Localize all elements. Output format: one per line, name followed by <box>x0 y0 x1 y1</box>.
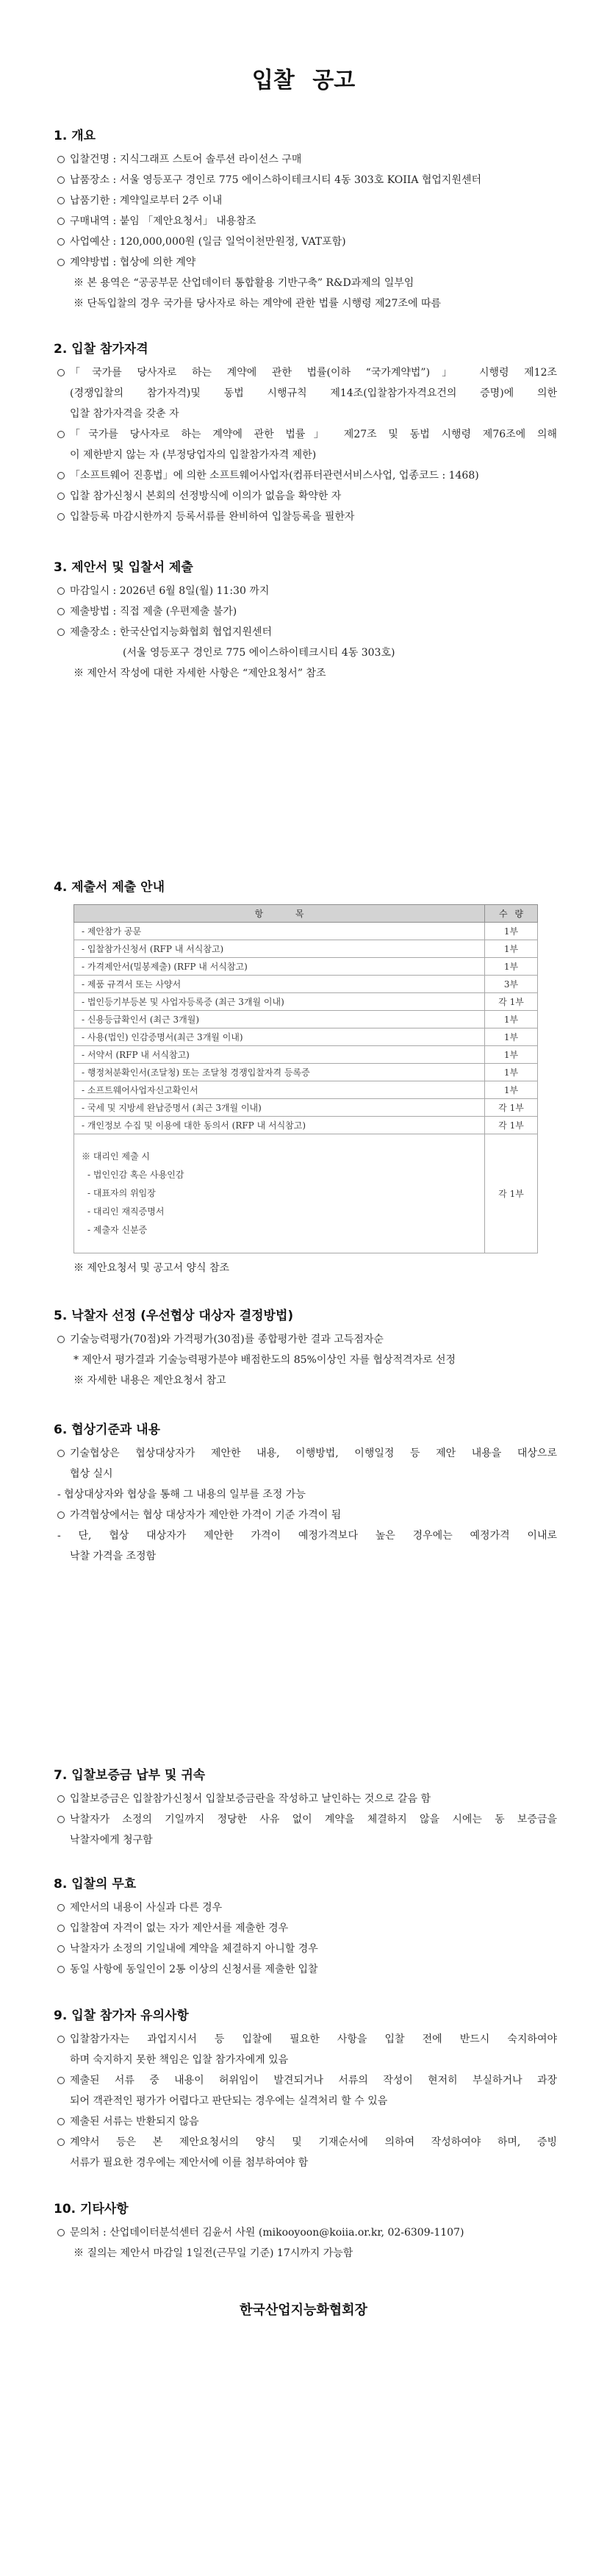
eligibility-item <box>54 465 557 486</box>
table-row <box>74 1117 538 1134</box>
caution-item <box>54 2111 557 2132</box>
section-submission <box>54 560 557 684</box>
invalid-item <box>54 1918 557 1939</box>
table-row <box>74 1011 538 1028</box>
document-name: - 개인정보 수집 및 이용에 대한 동의서 (RFP 내 서식참고) <box>74 1117 485 1134</box>
overview-note: ※ 본 용역은 “공공부문 산업데이터 통합활용 기반구축” R&D과제의 일부임 <box>73 277 414 289</box>
bullet-circle-icon <box>57 1450 65 1457</box>
item-line: 입찰참가자는 과업지시서 등 입찰에 필요한 사항을 입찰 전에 반드시 숙지하여야 <box>70 2033 557 2045</box>
contact-item <box>54 2222 557 2243</box>
document-quantity: 1부 <box>485 1046 538 1064</box>
item-text: 입찰보증금은 입찰참가신청서 입찰보증금란을 작성하고 날인하는 것으로 갈음 함 <box>70 1793 431 1805</box>
document-quantity: 1부 <box>485 940 538 958</box>
table-row-agent <box>74 1134 538 1253</box>
item-text: 납품장소 : 서울 영등포구 경인로 775 에이스하이테크시티 4동 303호 KOIIA 협업지원센터 <box>70 174 482 186</box>
item-text: 마감일시 : 2026년 6월 8일(월) 11:30 까지 <box>70 585 270 597</box>
section-heading: 5. 낙찰자 선정 (우선협상 대상자 결정방법) <box>54 1309 294 1323</box>
item-text: 「소프트웨어 진흥법」에 의한 소프트웨어사업자(컴퓨터관련서비스사업, 업종코드 : 1468) <box>70 470 479 482</box>
section-heading: 3. 제안서 및 입찰서 제출 <box>54 560 193 575</box>
document-name: - 사용(법인) 인감증명서(최근 3개월 이내) <box>74 1028 485 1046</box>
overview-item <box>54 149 557 170</box>
selection-note: * 제안서 평가결과 기술능력평가분야 배점한도의 85%이상인 자를 협상적격자로 선정 <box>73 1354 456 1366</box>
bullet-circle-icon <box>57 1945 65 1953</box>
document-quantity: 각 1부 <box>485 993 538 1011</box>
document-quantity: 각 1부 <box>485 1117 538 1134</box>
item-text: 입찰등록 마감시한까지 등록서류를 완비하여 입찰등록을 필한자 <box>70 511 355 523</box>
agent-document: - 법인인감 혹은 사용인감 <box>87 1170 184 1180</box>
item-line: 이 제한받지 않는 자 (부정당업자의 입찰참가자격 제한) <box>70 449 317 461</box>
item-text: 입찰건명 : 지식그래프 스토어 솔루션 라이선스 구매 <box>70 154 302 165</box>
item-line: 되어 객관적인 평가가 어렵다고 판단되는 경우에는 실격처리 할 수 있음 <box>70 2095 388 2107</box>
negotiation-subitem <box>54 1525 557 1567</box>
table-row <box>74 1064 538 1081</box>
section-heading: 1. 개요 <box>54 129 96 143</box>
bullet-circle-icon <box>57 1904 65 1911</box>
section-invalid-bids <box>54 1877 557 1980</box>
section-eligibility <box>54 342 557 527</box>
item-text: 제출된 서류는 반환되지 않음 <box>70 2116 199 2128</box>
section-overview <box>54 129 557 314</box>
selection-note: ※ 자세한 내용은 제안요청서 참고 <box>73 1375 226 1387</box>
item-line: 하며 숙지하지 못한 책임은 입찰 참가자에게 있음 <box>70 2054 289 2066</box>
agent-title: ※ 대리인 제출 시 <box>82 1151 150 1162</box>
bullet-circle-icon <box>57 1966 65 1973</box>
eligibility-item <box>54 424 557 465</box>
document-quantity: 각 1부 <box>485 1134 538 1253</box>
invalid-item <box>54 1897 557 1918</box>
bullet-circle-icon <box>57 2036 65 2043</box>
overview-note: ※ 단독입찰의 경우 국가를 당사자로 하는 계약에 관한 법률 시행령 제27조에 따름 <box>73 298 442 310</box>
documents-note: ※ 제안요청서 및 공고서 양식 참조 <box>73 1262 230 1274</box>
section-heading: 7. 입찰보증금 납부 및 귀속 <box>54 1768 206 1783</box>
invalid-item <box>54 1939 557 1959</box>
item-line: - 단, 협상 대상자가 제안한 가격이 예정가격보다 높은 경우에는 예정가격 이내로 <box>57 1530 557 1542</box>
overview-item <box>54 232 557 252</box>
bullet-circle-icon <box>57 2139 65 2146</box>
document-name: - 신용등급확인서 (최근 3개월) <box>74 1011 485 1028</box>
caution-item <box>54 2029 557 2070</box>
submission-note: ※ 제안서 작성에 대한 자세한 사항은 “제안요청서” 참조 <box>73 668 326 679</box>
document-quantity: 1부 <box>485 1064 538 1081</box>
caution-item <box>54 2132 557 2173</box>
eligibility-item <box>54 486 557 507</box>
item-line: 낙찰자가 소정의 기일까지 정당한 사유 없이 계약을 체결하지 않을 시에는 동 보증금을 <box>70 1814 557 1825</box>
agent-document: - 대표자의 위임장 <box>87 1188 156 1198</box>
table-row <box>74 958 538 976</box>
overview-item <box>54 190 557 211</box>
eligibility-item <box>54 507 557 527</box>
bullet-circle-icon <box>57 608 65 615</box>
item-line: 계약서 등은 본 제안요청서의 양식 및 기재순서에 의하여 작성하여야 하며, 증빙 <box>70 2136 557 2148</box>
table-header-row <box>74 905 538 923</box>
bullet-circle-icon <box>57 1336 65 1343</box>
item-text: 제출방법 : 직접 제출 (우편제출 불가) <box>70 606 237 618</box>
submission-item <box>54 601 557 622</box>
item-text: 구매내역 : 붙임 「제안요청서」 내용참조 <box>70 215 256 227</box>
item-line: 협상 실시 <box>70 1468 113 1480</box>
item-line: 낙찰자에게 청구함 <box>70 1834 153 1846</box>
overview-item <box>54 170 557 190</box>
document-name: - 제품 규격서 또는 사양서 <box>74 976 485 993</box>
document-name: - 서약서 (RFP 내 서식참고) <box>74 1046 485 1064</box>
document-name: - 소프트웨어사업자신고확인서 <box>74 1081 485 1099</box>
bond-item <box>54 1809 557 1850</box>
document-name: - 입찰참가신청서 (RFP 내 서식참고) <box>74 940 485 958</box>
document-name: - 제안참가 공문 <box>74 923 485 940</box>
bullet-circle-icon <box>57 493 65 500</box>
bullet-circle-icon <box>57 197 65 204</box>
document-quantity: 1부 <box>485 1028 538 1046</box>
agent-document: - 제출자 신분증 <box>87 1225 148 1235</box>
bullet-circle-icon <box>57 629 65 636</box>
item-line: 서류가 필요한 경우에는 제안서에 이를 첨부하여야 함 <box>70 2157 309 2169</box>
section-bid-bond <box>54 1768 557 1850</box>
bullet-circle-icon <box>57 513 65 520</box>
document-quantity: 1부 <box>485 923 538 940</box>
item-line: 기술협상은 협상대상자가 제안한 내용, 이행방법, 이행일정 등 제안 내용을 대상으로 <box>70 1448 557 1459</box>
table-row <box>74 1046 538 1064</box>
item-line: 제출된 서류 중 내용이 허위임이 발견되거나 서류의 작성이 현저히 부실하거나 과장 <box>70 2075 557 2086</box>
item-text: 입찰참여 자격이 없는 자가 제안서를 제출한 경우 <box>70 1922 289 1934</box>
negotiation-item <box>54 1443 557 1484</box>
table-row <box>74 1099 538 1117</box>
item-text: 제출장소 : 한국산업지능화협회 협업지원센터 <box>70 626 273 638</box>
overview-item <box>54 211 557 232</box>
column-header-item: 항 목 <box>74 905 485 923</box>
section-heading: 8. 입찰의 무효 <box>54 1877 137 1892</box>
item-line: (경쟁입찰의 참가자격)및 동법 시행규칙 제14조(입찰참가자격요건의 증명)에 의한 <box>70 387 557 399</box>
item-line: 「국가를 당사자로 하는 계약에 관한 법률(이하 “국가계약법”)」 시행령 제12조 <box>70 367 557 379</box>
table-row <box>74 993 538 1011</box>
item-text: 가격협상에서는 협상 대상자가 제안한 가격이 기준 가격이 됨 <box>70 1509 342 1521</box>
submission-item <box>54 581 557 601</box>
item-text: 사업예산 : 120,000,000원 (일금 일억이천만원정, VAT포함) <box>70 236 346 248</box>
table-row <box>74 1081 538 1099</box>
document-quantity: 1부 <box>485 1081 538 1099</box>
document-name: - 행정처분확인서(조달청) 또는 조달청 경쟁입찰자격 등록증 <box>74 1064 485 1081</box>
item-line: 낙찰 가격을 조정함 <box>70 1550 157 1562</box>
bullet-circle-icon <box>57 472 65 479</box>
bullet-circle-icon <box>57 259 65 266</box>
submission-address: (서울 영등포구 경인로 775 에이스하이테크시티 4동 303호) <box>123 647 395 659</box>
issuer-signature: 한국산업지능화협회장 <box>240 2303 367 2318</box>
document-name: - 가격제안서(밀봉제출) (RFP 내 서식참고) <box>74 958 485 976</box>
document-quantity: 3부 <box>485 976 538 993</box>
bullet-circle-icon <box>57 2118 65 2125</box>
bullet-circle-icon <box>57 431 65 438</box>
section-documents <box>54 880 557 1278</box>
section-misc <box>54 2202 557 2264</box>
contact-text: 문의처 : 산업데이터분석센터 김윤서 사원 (mikooyoon@koiia.or.kr, 02-6309-1107) <box>70 2227 464 2239</box>
selection-item <box>54 1329 557 1350</box>
agent-documents <box>74 1134 485 1253</box>
document-name: - 국세 및 지방세 완납증명서 (최근 3개월 이내) <box>74 1099 485 1117</box>
bullet-circle-icon <box>57 2229 65 2236</box>
document-quantity: 각 1부 <box>485 1099 538 1117</box>
document-quantity: 1부 <box>485 958 538 976</box>
section-bidder-notes <box>54 2008 557 2173</box>
bullet-circle-icon <box>57 176 65 184</box>
bullet-circle-icon <box>57 156 65 163</box>
bullet-circle-icon <box>57 587 65 595</box>
column-header-quantity: 수 량 <box>485 905 538 923</box>
section-negotiation <box>54 1423 557 1567</box>
item-text: 낙찰자가 소정의 기일내에 계약을 체결하지 아니할 경우 <box>70 1943 318 1955</box>
bullet-circle-icon <box>57 1925 65 1932</box>
negotiation-subitem: - 협상대상자와 협상을 통해 그 내용의 일부를 조정 가능 <box>57 1489 306 1500</box>
section-heading: 4. 제출서 제출 안내 <box>54 880 165 895</box>
section-heading: 2. 입찰 참가자격 <box>54 342 148 357</box>
item-text: 납품기한 : 계약일로부터 2주 이내 <box>70 195 223 207</box>
section-heading: 6. 협상기준과 내용 <box>54 1423 161 1437</box>
table-row <box>74 1028 538 1046</box>
item-text: 입찰 참가신청시 본회의 선정방식에 이의가 없음을 확약한 자 <box>70 490 342 502</box>
table-row <box>74 976 538 993</box>
documents-table <box>73 904 538 1253</box>
bullet-circle-icon <box>57 218 65 225</box>
section-heading: 10. 기타사항 <box>54 2202 129 2217</box>
inquiry-note: ※ 질의는 제안서 마감일 1일전(근무일 기준) 17시까지 가능함 <box>73 2247 353 2259</box>
document-title: 입찰 공고 <box>251 68 356 93</box>
bullet-circle-icon <box>57 369 65 376</box>
table-row <box>74 923 538 940</box>
document-quantity: 1부 <box>485 1011 538 1028</box>
section-heading: 9. 입찰 참가자 유의사항 <box>54 2008 189 2023</box>
eligibility-item <box>54 362 557 424</box>
bullet-circle-icon <box>57 2077 65 2084</box>
item-line: 입찰 참가자격을 갖춘 자 <box>70 408 179 420</box>
overview-item <box>54 252 557 273</box>
bullet-circle-icon <box>57 1816 65 1823</box>
item-text: 기술능력평가(70점)와 가격평가(30점)를 종합평가한 결과 고득점자순 <box>70 1334 384 1345</box>
bond-item <box>54 1789 557 1809</box>
bullet-circle-icon <box>57 1511 65 1519</box>
item-text: 계약방법 : 협상에 의한 계약 <box>70 257 196 268</box>
negotiation-item <box>54 1505 557 1525</box>
document-name: - 법인등기부등본 및 사업자등록증 (최근 3개월 이내) <box>74 993 485 1011</box>
item-line: 「국가를 당사자로 하는 계약에 관한 법률」 제27조 및 동법 시행령 제76조에 의해 <box>70 429 557 440</box>
agent-document: - 대리인 재직증명서 <box>87 1206 165 1217</box>
item-text: 동일 사항에 동일인이 2통 이상의 신청서를 제출한 입찰 <box>70 1964 318 1975</box>
section-selection <box>54 1309 557 1391</box>
bullet-circle-icon <box>57 1795 65 1803</box>
invalid-item <box>54 1959 557 1980</box>
submission-item <box>54 622 557 643</box>
table-row <box>74 940 538 958</box>
bullet-circle-icon <box>57 238 65 246</box>
caution-item <box>54 2070 557 2111</box>
item-text: 제안서의 내용이 사실과 다른 경우 <box>70 1902 223 1914</box>
